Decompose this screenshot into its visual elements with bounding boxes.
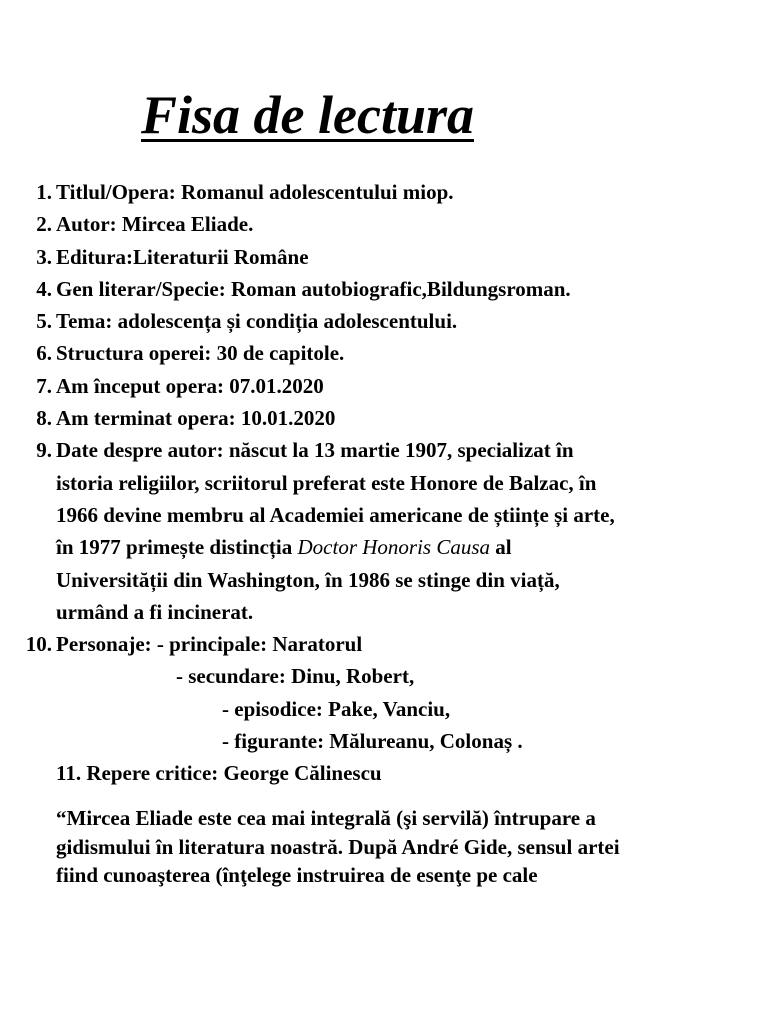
item-text: Tema: adolescența și condiția adolescentului. bbox=[56, 309, 458, 334]
item-number: 2. bbox=[36, 212, 52, 237]
list-item bbox=[0, 241, 768, 273]
quote-line: “Mircea Eliade este cea mai integrală (şi servilă) întrupare a bbox=[56, 806, 596, 830]
reading-sheet-list bbox=[0, 176, 768, 790]
quote-line: gidismului în literatura noastră. După André Gide, sensul artei bbox=[56, 834, 620, 859]
page-title: Fisa de lectura bbox=[141, 85, 474, 145]
author-details-line bbox=[56, 531, 768, 563]
author-details-line: Date despre autor: născut la 13 martie 1907, specializat în bbox=[56, 438, 574, 463]
list-item bbox=[0, 402, 768, 434]
author-details-line: 1966 devine membru al Academiei americane de științe și arte, bbox=[56, 502, 615, 527]
item-text: Gen literar/Specie: Roman autobiografic,Bildungsroman. bbox=[56, 276, 571, 301]
item-text: Titlul/Opera: Romanul adolescentului miop. bbox=[56, 180, 454, 204]
award-title: Doctor Honoris Causa bbox=[297, 535, 491, 560]
author-details-line: urmând a fi incinerat. bbox=[56, 599, 254, 624]
critical-quote bbox=[56, 804, 768, 890]
item-text: Am terminat opera: 10.01.2020 bbox=[56, 406, 336, 431]
item-text: Am început opera: 07.01.2020 bbox=[56, 373, 324, 398]
item-number: 4. bbox=[36, 276, 52, 301]
characters-item bbox=[0, 628, 768, 660]
item-text: Editura:Literaturii Române bbox=[56, 244, 309, 269]
list-item bbox=[0, 305, 768, 337]
item-number: 1. bbox=[36, 180, 52, 204]
characters-main: Personaje: - principale: Naratorul bbox=[56, 632, 363, 657]
author-details-item bbox=[0, 434, 768, 628]
list-item bbox=[0, 337, 768, 369]
list-item bbox=[0, 273, 768, 305]
list-item bbox=[0, 176, 768, 208]
author-details-line: istoria religiilor, scriitorul preferat este Honore de Balzac, în bbox=[56, 470, 597, 495]
critical-references-item: 11. Repere critice: George Călinescu bbox=[56, 761, 382, 786]
quote-line: fiind cunoaşterea (înţelege instruirea de esenţe pe cale bbox=[56, 863, 538, 888]
item-text: Autor: Mircea Eliade. bbox=[56, 212, 254, 237]
author-details-text: al bbox=[490, 535, 512, 560]
author-details-text: în 1977 primește distincția bbox=[56, 535, 298, 560]
item-number: 8. bbox=[36, 406, 52, 431]
characters-episodic: - episodice: Pake, Vanciu, bbox=[222, 696, 451, 721]
list-item bbox=[0, 370, 768, 402]
characters-extras: - figurante: Mălureanu, Colonaș . bbox=[222, 729, 523, 754]
item-number: 9. bbox=[36, 438, 52, 463]
item-number: 6. bbox=[36, 341, 52, 366]
characters-secondary: - secundare: Dinu, Robert, bbox=[176, 664, 415, 689]
item-number: 3. bbox=[36, 244, 52, 269]
item-number: 5. bbox=[36, 309, 52, 334]
list-item bbox=[0, 208, 768, 240]
item-number: 7. bbox=[36, 373, 52, 398]
item-text: Structura operei: 30 de capitole. bbox=[56, 341, 345, 366]
author-details-line: Universității din Washington, în 1986 se stinge din viață, bbox=[56, 567, 560, 592]
item-number: 10. bbox=[25, 632, 52, 657]
